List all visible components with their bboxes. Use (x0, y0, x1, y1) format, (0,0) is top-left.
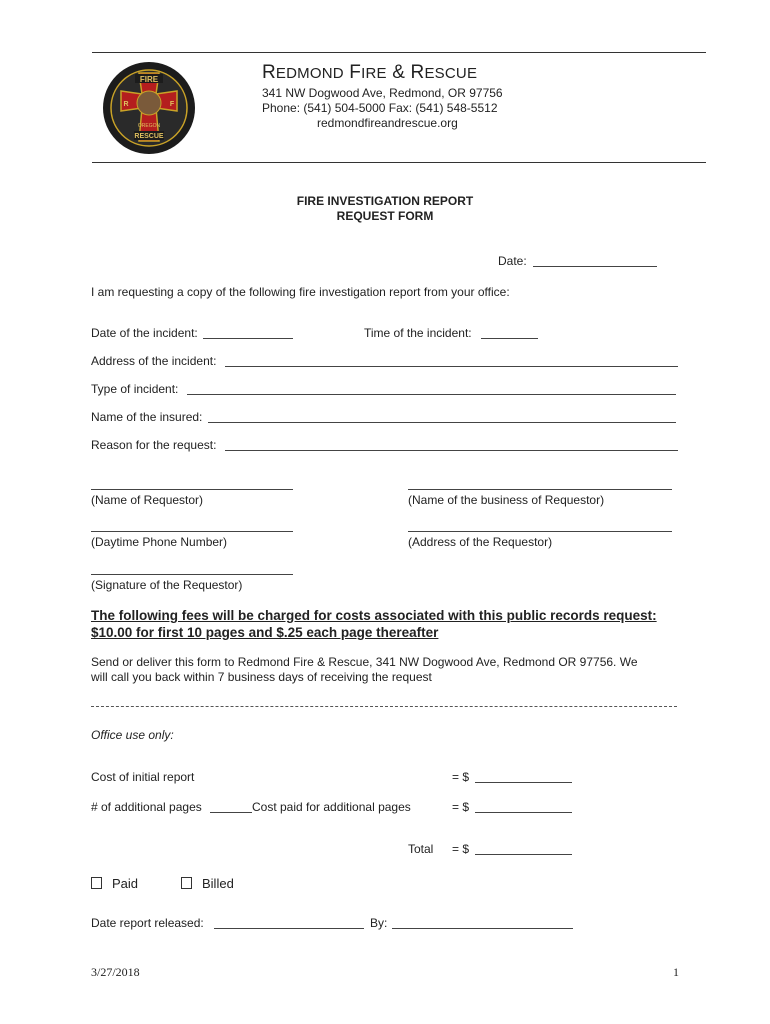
total-label: Total (408, 842, 434, 856)
date-incident-label: Date of the incident: (91, 326, 198, 340)
additional-pages-field[interactable] (210, 812, 252, 813)
cost-additional-equals: = $ (452, 800, 470, 814)
address-requestor-label: (Address of the Requestor) (408, 535, 553, 549)
cost-additional-field[interactable] (475, 812, 572, 813)
organization-website: redmondfireandrescue.org (317, 116, 458, 130)
office-use-separator (91, 706, 677, 707)
signature-field[interactable] (91, 574, 293, 575)
date-field[interactable] (533, 266, 657, 267)
instructions-line2: will call you back within 7 business days of receiving the request (91, 670, 432, 684)
insured-label: Name of the insured: (91, 410, 203, 424)
paid-checkbox[interactable] (91, 877, 102, 889)
business-requestor-field[interactable] (408, 489, 672, 490)
paid-label: Paid (112, 876, 139, 891)
office-use-label: Office use only: (91, 728, 174, 742)
logo-top-text: FIRE (139, 75, 159, 84)
redmond-fire-logo (102, 61, 196, 155)
type-incident-field[interactable] (187, 394, 676, 395)
cost-additional-label: Cost paid for additional pages (252, 800, 411, 814)
signature-label: (Signature of the Requestor) (91, 578, 243, 592)
billed-label: Billed (202, 876, 234, 891)
cost-initial-field[interactable] (475, 782, 572, 783)
fees-notice-line2: $10.00 for first 10 pages and $.25 each page thereafter (91, 625, 439, 640)
logo-right-letter: F (169, 101, 175, 108)
logo-bottom-text: RESCUE (134, 133, 164, 140)
insured-field[interactable] (208, 422, 676, 423)
address-requestor-field[interactable] (408, 531, 672, 532)
organization-name: REDMOND FIRE & RESCUE (262, 62, 478, 83)
date-incident-field[interactable] (203, 338, 293, 339)
footer-page-number: 1 (673, 965, 679, 979)
date-released-label: Date report released: (91, 916, 204, 930)
business-requestor-label: (Name of the business of Requestor) (408, 493, 605, 507)
type-incident-label: Type of incident: (91, 382, 179, 396)
daytime-phone-field[interactable] (91, 531, 293, 532)
name-requestor-label: (Name of Requestor) (91, 493, 204, 507)
footer-date: 3/27/2018 (91, 965, 140, 979)
date-released-field[interactable] (214, 928, 364, 929)
header-top-rule (92, 52, 706, 53)
by-label: By: (370, 916, 388, 930)
logo-middle-text: OREGON (137, 123, 161, 129)
form-title-line1: FIRE INVESTIGATION REPORT (296, 194, 474, 208)
organization-address: 341 NW Dogwood Ave, Redmond, OR 97756 (262, 86, 503, 100)
daytime-phone-label: (Daytime Phone Number) (91, 535, 228, 549)
date-label: Date: (498, 254, 527, 268)
additional-pages-label: # of additional pages (91, 800, 202, 814)
total-field[interactable] (475, 854, 572, 855)
cost-initial-label: Cost of initial report (91, 770, 195, 784)
cost-initial-equals: = $ (452, 770, 470, 784)
header-bottom-rule (92, 162, 706, 163)
reason-label: Reason for the request: (91, 438, 217, 452)
intro-text: I am requesting a copy of the following fire investigation report from your office: (91, 285, 510, 299)
address-incident-field[interactable] (225, 366, 678, 367)
total-equals: = $ (452, 842, 470, 856)
time-incident-field[interactable] (481, 338, 538, 339)
instructions-line1: Send or deliver this form to Redmond Fire & Rescue, 341 NW Dogwood Ave, Redmond OR 97756. We (91, 655, 638, 669)
form-title-line2: REQUEST FORM (336, 209, 434, 223)
fees-notice-line1: The following fees will be charged for costs associated with this public records request: (91, 608, 657, 623)
billed-checkbox[interactable] (181, 877, 192, 889)
time-incident-label: Time of the incident: (364, 326, 472, 340)
address-incident-label: Address of the incident: (91, 354, 217, 368)
name-requestor-field[interactable] (91, 489, 293, 490)
logo-left-letter: R (123, 101, 129, 108)
reason-field[interactable] (225, 450, 678, 451)
by-field[interactable] (392, 928, 573, 929)
organization-phone-fax: Phone: (541) 504-5000 Fax: (541) 548-5512 (262, 101, 498, 115)
